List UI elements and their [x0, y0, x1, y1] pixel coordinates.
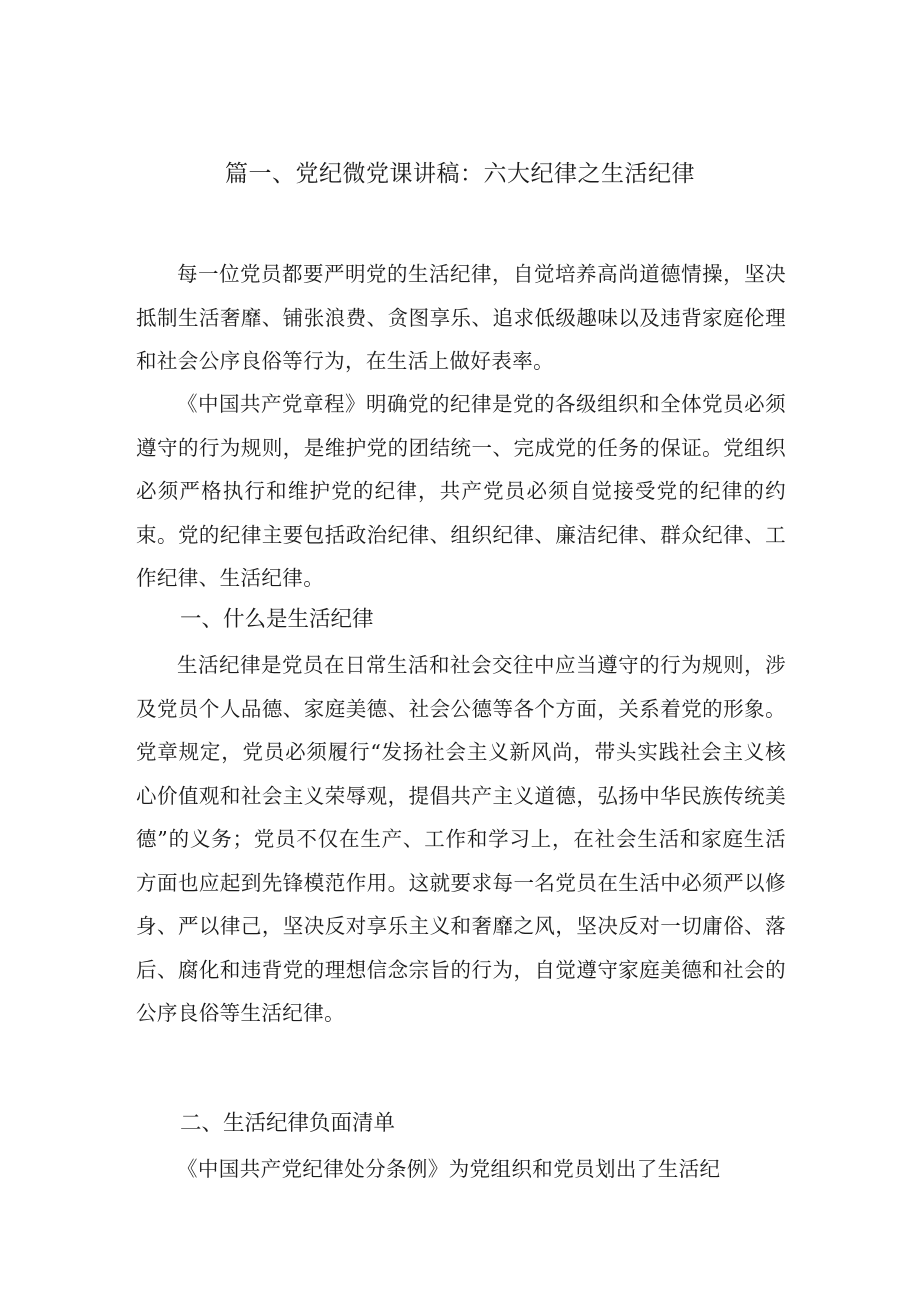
- paragraph-definition: 生活纪律是党员在日常生活和社会交往中应当遵守的行为规则，涉及党员个人品德、家庭美德、社会公德等各个方面，关系着党的形象。党章规定，党员必须履行“发扬社会主义新风尚，带头实践社会主义核心价值观和社会主义荣辱观，提倡共产主义道德，弘扬中华民族传统美德”的义务；党员不仅在生产、工作和学习上，在社会生活和家庭生活方面也应起到先锋模范作用。这就要求每一名党员在生活中必须严以修身、严以律己，坚决反对享乐主义和奢靡之风，坚决反对一切庸俗、落后、腐化和违背党的理想信念宗旨的行为，自觉遵守家庭美德和社会的公序良俗等生活纪律。: [136, 653, 786, 1025]
- section-heading-2: 二、生活纪律负面清单: [180, 1111, 396, 1136]
- paragraph-party-constitution: 《中国共产党章程》明确党的纪律是党的各级组织和全体党员必须遵守的行为规则，是维护党的团结统一、完成党的任务的保证。党组织必须严格执行和维护党的纪律，共产党员必须自觉接受党的纪律的约束。党的纪律主要包括政治纪律、组织纪律、廉洁纪律、群众纪律、工作纪律、生活纪律。: [136, 392, 786, 590]
- document-title: 篇一、党纪微党课讲稿：六大纪律之生活纪律: [225, 161, 695, 187]
- paragraph-intro: 每一位党员都要严明党的生活纪律，自觉培养高尚道德情操，坚决抵制生活奢靡、铺张浪费、贪图享乐、追求低级趣味以及违背家庭伦理和社会公序良俗等行为，在生活上做好表率。: [136, 262, 786, 373]
- paragraph-negative-list: 《中国共产党纪律处分条例》为党组织和党员划出了生活纪: [177, 1157, 721, 1181]
- section-heading-1: 一、什么是生活纪律: [180, 607, 374, 632]
